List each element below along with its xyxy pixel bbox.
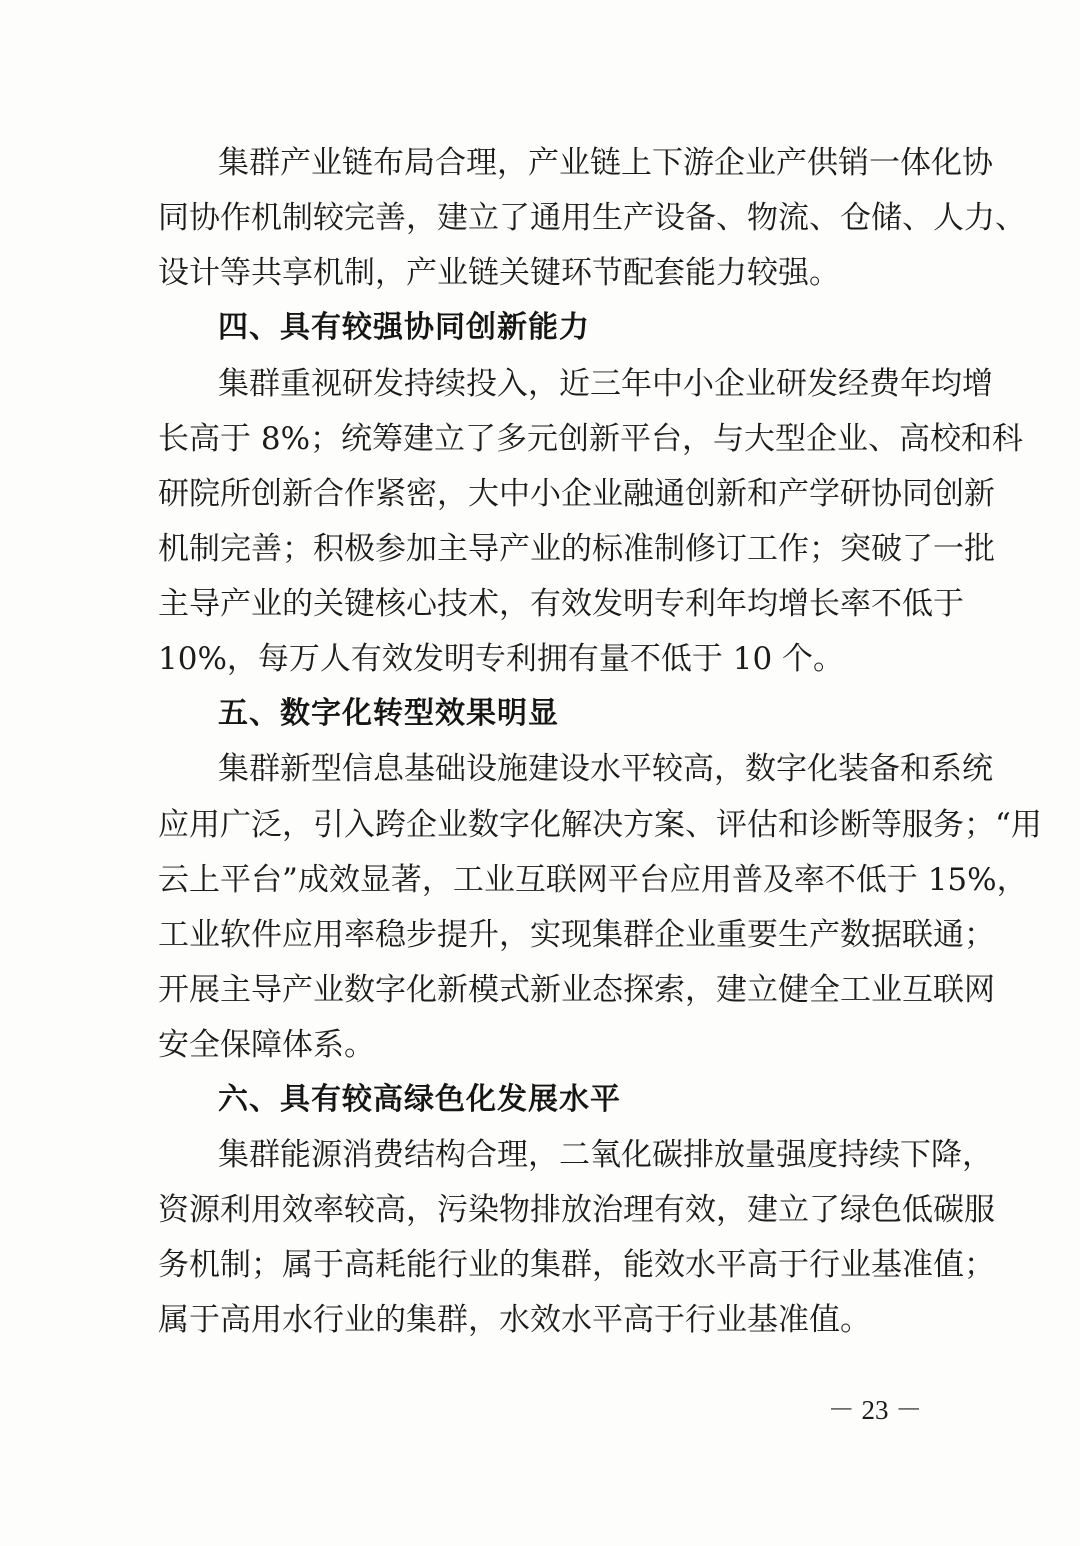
- paragraph-line: 云上平台”成效显著，工业互联网平台应用普及率不低于 15%，: [158, 862, 1028, 898]
- section-heading: 六、具有较高绿色化发展水平: [218, 1082, 621, 1117]
- paragraph-line: 10%，每万人有效发明专利拥有量不低于 10 个。: [158, 641, 845, 677]
- paragraph-line: 开展主导产业数字化新模式新业态探索，建立健全工业互联网: [158, 972, 995, 1008]
- paragraph-line: 研院所创新合作紧密，大中小企业融通创新和产学研协同创新: [158, 476, 995, 512]
- paragraph-line: 资源利用效率较高，污染物排放治理有效，建立了绿色低碳服: [158, 1192, 995, 1228]
- paragraph-line: 务机制；属于高耗能行业的集群，能效水平高于行业基准值；: [158, 1247, 995, 1283]
- paragraph-line: 集群新型信息基础设施建设水平较高，数字化装备和系统: [218, 751, 993, 787]
- section-heading: 五、数字化转型效果明显: [218, 696, 559, 731]
- paragraph-line: 主导产业的关键核心技术，有效发明专利年均增长率不低于: [158, 586, 964, 622]
- paragraph-line: 机制完善；积极参加主导产业的标准制修订工作；突破了一批: [158, 531, 995, 567]
- page-number: － 23 －: [827, 1395, 923, 1425]
- paragraph-line: 设计等共享机制，产业链关键环节配套能力较强。: [158, 255, 840, 291]
- paragraph-line: 属于高用水行业的集群，水效水平高于行业基准值。: [158, 1302, 871, 1338]
- paragraph-line: 集群产业链布局合理，产业链上下游企业产供销一体化协: [218, 145, 993, 181]
- paragraph-line: 同协作机制较完善，建立了通用生产设备、物流、仓储、人力、: [158, 200, 1026, 236]
- paragraph-line: 长高于 8%；统筹建立了多元创新平台，与大型企业、高校和科: [158, 421, 1024, 457]
- paragraph-line: 安全保障体系。: [158, 1027, 375, 1063]
- paragraph-line: 集群重视研发持续投入，近三年中小企业研发经费年均增: [218, 366, 993, 402]
- paragraph-line: 应用广泛，引入跨企业数字化解决方案、评估和诊断等服务；“用: [158, 807, 1042, 843]
- paragraph-line: 工业软件应用率稳步提升，实现集群企业重要生产数据联通；: [158, 917, 995, 953]
- paragraph-line: 集群能源消费结构合理，二氧化碳排放量强度持续下降，: [218, 1137, 993, 1173]
- section-heading: 四、具有较强协同创新能力: [218, 310, 590, 345]
